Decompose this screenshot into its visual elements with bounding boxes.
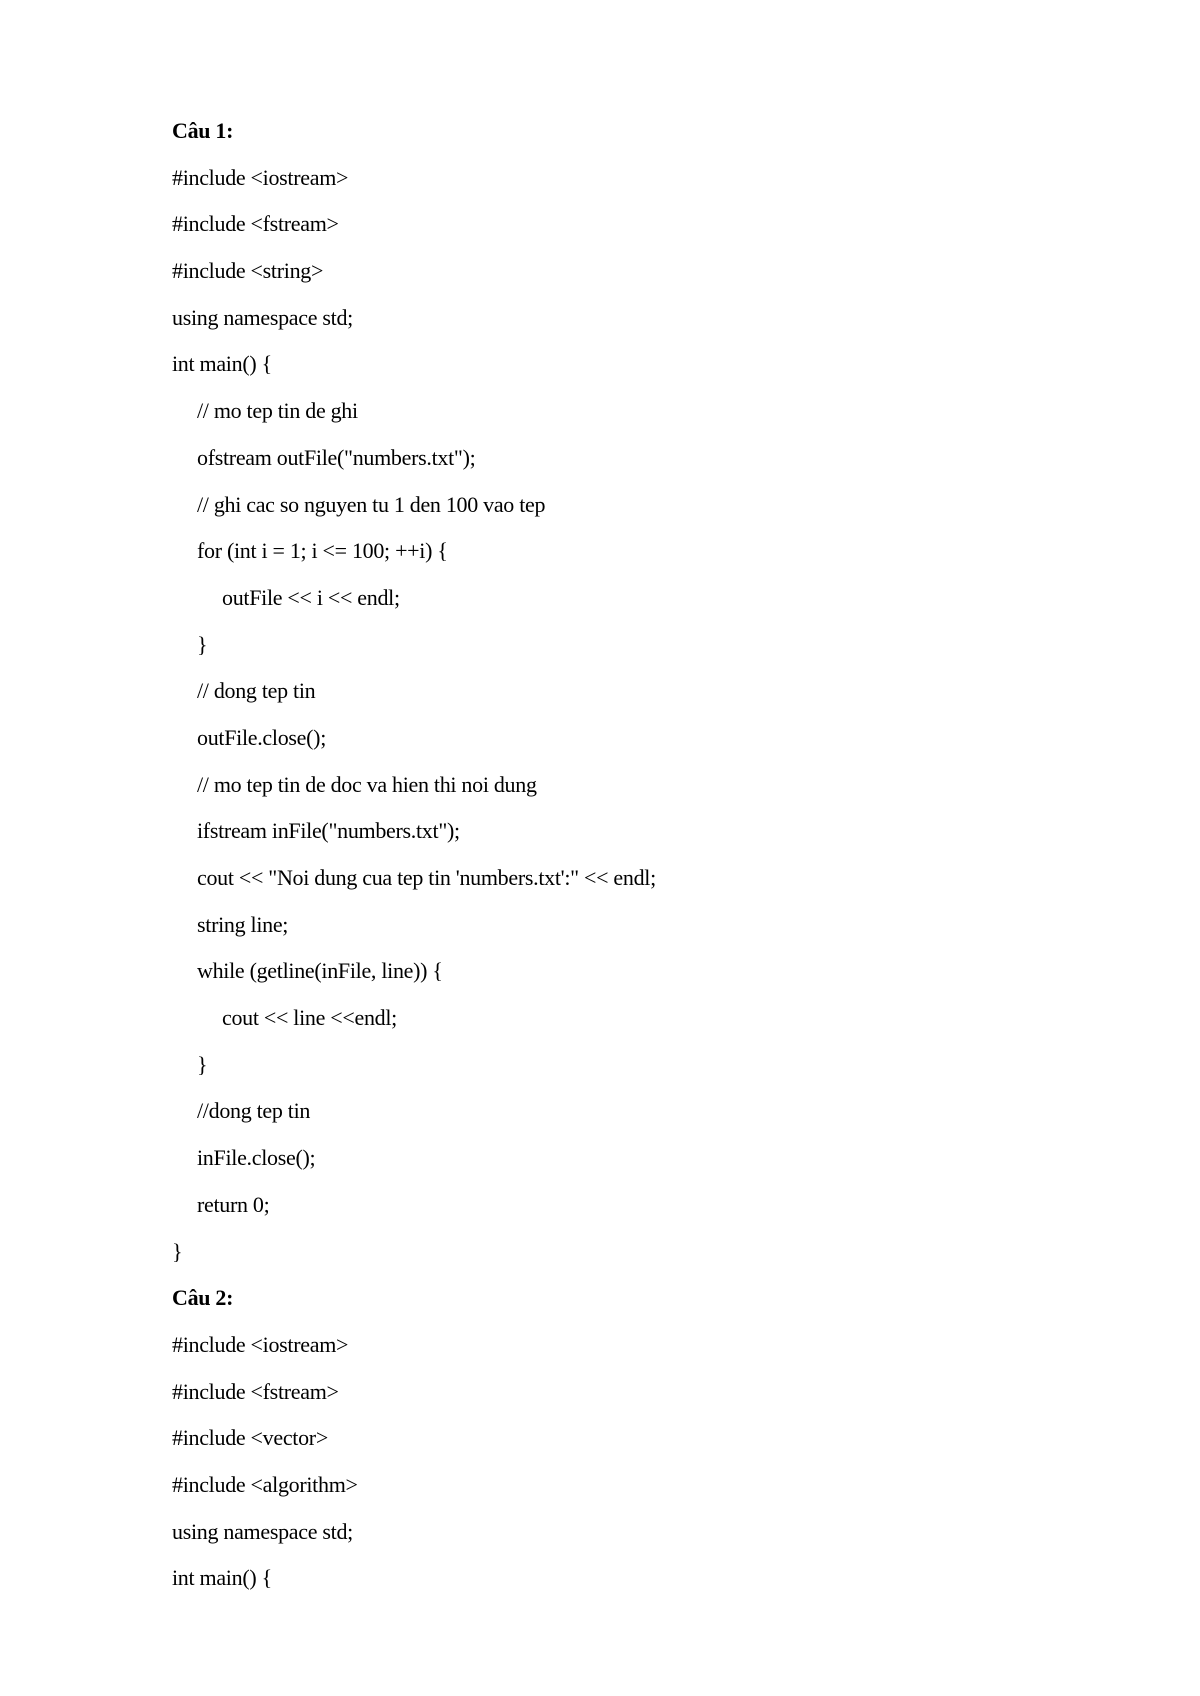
code-line: int main() { <box>172 351 272 377</box>
code-line: // dong tep tin <box>197 678 316 704</box>
code-line: using namespace std; <box>172 1518 353 1544</box>
code-line: #include <vector> <box>172 1425 328 1451</box>
code-line: #include <algorithm> <box>172 1471 358 1497</box>
section-heading-cau-1: Câu 1: <box>172 118 234 143</box>
code-line: ofstream outFile("numbers.txt"); <box>197 444 476 470</box>
code-line: // ghi cac so nguyen tu 1 den 100 vao tep <box>197 491 546 517</box>
code-block-cau-2 <box>172 1322 1072 1602</box>
code-line: outFile << i << endl; <box>222 584 400 610</box>
code-line: int main() { <box>172 1565 272 1591</box>
code-line: cout << line <<endl; <box>222 1005 397 1031</box>
document-content <box>172 108 1072 1602</box>
code-line: outFile.close(); <box>197 724 327 750</box>
code-line: return 0; <box>197 1191 270 1217</box>
code-line: // mo tep tin de ghi <box>197 398 358 424</box>
code-line: #include <iostream> <box>172 164 349 190</box>
code-line: #include <iostream> <box>172 1331 349 1357</box>
code-line: //dong tep tin <box>197 1098 311 1124</box>
code-line: } <box>172 1238 183 1264</box>
code-line: for (int i = 1; i <= 100; ++i) { <box>197 538 448 564</box>
code-line: } <box>197 1051 208 1077</box>
code-line: #include <fstream> <box>172 1378 339 1404</box>
code-line: string line; <box>197 911 289 937</box>
code-line: #include <string> <box>172 258 324 284</box>
code-line: #include <fstream> <box>172 211 339 237</box>
code-line: } <box>197 631 208 657</box>
code-line: cout << "Noi dung cua tep tin 'numbers.txt':" << endl; <box>197 865 656 890</box>
code-line: using namespace std; <box>172 304 353 330</box>
section-heading-cau-2: Câu 2: <box>172 1285 234 1311</box>
code-line: ifstream inFile("numbers.txt"); <box>197 818 460 844</box>
code-line: while (getline(inFile, line)) { <box>197 958 443 984</box>
code-line: // mo tep tin de doc va hien thi noi dung <box>197 771 537 797</box>
code-block-cau-1 <box>172 155 1072 1276</box>
code-line: inFile.close(); <box>197 1145 316 1171</box>
